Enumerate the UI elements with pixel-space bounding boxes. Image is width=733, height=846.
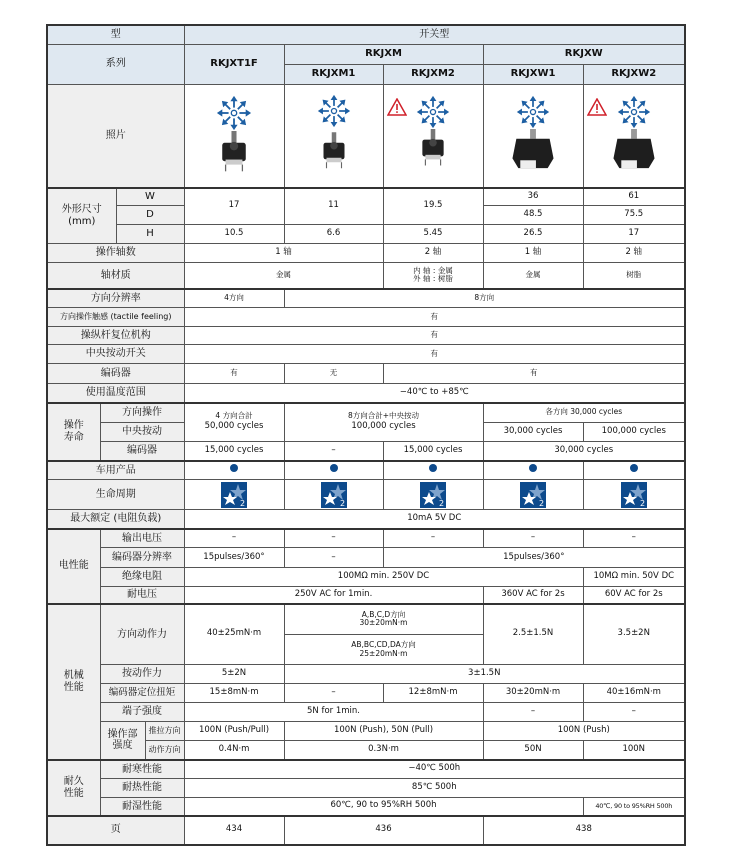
cell-line: 50,000 cycles (204, 421, 264, 432)
direction-arrows-icon (317, 94, 351, 128)
cell: – (284, 684, 383, 703)
photo-rkjxw2 (583, 84, 685, 188)
type-value: 开关型 (184, 25, 685, 44)
cell (184, 403, 284, 442)
cell: 15±8mN·m (184, 684, 284, 703)
cell (383, 263, 483, 289)
cell: 有 (184, 345, 685, 364)
row-label: 编码器 (47, 364, 184, 384)
cell: 100N (583, 741, 685, 760)
cell: 15,000 cycles (184, 442, 284, 461)
warning-icon (387, 98, 407, 116)
spec-table (46, 24, 686, 846)
cell: 树脂 (583, 263, 685, 289)
cell: 40±16mN·m (583, 684, 685, 703)
photo-rkjxm1 (284, 84, 383, 188)
electrical-group-label: 电性能 (47, 529, 100, 604)
row-label: 编码器分辨率 (100, 548, 184, 568)
cell: 0.3N·m (284, 741, 483, 760)
automotive-dot (583, 461, 685, 480)
row-label: 最大额定 (电阻负载) (47, 510, 184, 529)
cell: 40℃, 90 to 95%RH 500h (583, 798, 685, 816)
lifecycle-star-icon (284, 480, 383, 510)
photo-rkjxw1 (483, 84, 583, 188)
cell: 85℃ 500h (184, 779, 685, 798)
series-rkjxm: RKJXM (284, 44, 483, 64)
product-image (319, 128, 349, 174)
cell-line: 外 轴 : 树脂 (413, 274, 453, 284)
operation-strength-label (100, 722, 145, 760)
row-label: 生命周期 (47, 480, 184, 510)
automotive-dot (383, 461, 483, 480)
row-label: 绝缘电阻 (100, 568, 184, 587)
series-label: 系列 (47, 44, 184, 84)
cell (284, 604, 483, 635)
cell: 1 轴 (483, 244, 583, 263)
cell: 5N for 1min. (184, 703, 483, 722)
cell: 0.4N·m (184, 741, 284, 760)
cell: 金属 (184, 263, 383, 289)
cell: – (483, 703, 583, 722)
lifecycle-star-icon (383, 480, 483, 510)
cell: 75.5 (583, 206, 685, 225)
cell-line: 8方向合計+中央按动 (347, 411, 420, 421)
dims-label-text: 外形尺寸 (61, 204, 102, 216)
cell: −40℃ 500h (184, 760, 685, 779)
cell: 有 (184, 308, 685, 327)
cell: 2.5±1.5N (483, 604, 583, 665)
cell: – (383, 529, 483, 548)
mechanical-group-label (47, 604, 100, 760)
row-label: 耐电压 (100, 587, 184, 604)
photo-label: 照片 (47, 84, 184, 188)
series-rkjxt1f: RKJXT1F (184, 44, 284, 84)
cell: 4方向 (184, 289, 284, 308)
label-line: 耐久 (63, 776, 84, 787)
cell: 100,000 cycles (583, 423, 685, 442)
label-line: 操作 (63, 420, 84, 431)
lifecycle-star-icon (483, 480, 583, 510)
label-line: 性能 (63, 787, 84, 799)
automotive-dot (184, 461, 284, 480)
page-label: 页 (47, 816, 184, 845)
cell: 11 (284, 188, 383, 225)
row-label: 中央按动开关 (47, 345, 184, 364)
cell: 30±20mN·m (483, 684, 583, 703)
cell-line: 内 轴 : 金属 (413, 265, 453, 275)
cell: 有 (184, 327, 685, 345)
cell: 17 (184, 188, 284, 225)
automotive-dot (284, 461, 383, 480)
cell: 2 轴 (583, 244, 685, 263)
cell: 3.5±2N (583, 604, 685, 665)
cell: 有 (184, 364, 284, 384)
cell (284, 403, 483, 442)
photo-rkjxt1f (184, 84, 284, 188)
model-rkjxw2: RKJXW2 (583, 64, 685, 84)
cell: 6.6 (284, 225, 383, 244)
cell: 26.5 (483, 225, 583, 244)
dim-w-label: W (116, 188, 184, 206)
row-label: 编码器 (100, 442, 184, 461)
series-rkjxw: RKJXW (483, 44, 685, 64)
cell: 有 (383, 364, 685, 384)
cell: 40±25mN·m (184, 604, 284, 665)
cell: 60V AC for 2s (583, 587, 685, 604)
cell-line: 30±20mN·m (359, 618, 408, 628)
row-label: 耐湿性能 (100, 798, 184, 816)
row-label: 推拉方向 (145, 722, 184, 741)
cell (284, 635, 483, 665)
model-rkjxm1: RKJXM1 (284, 64, 383, 84)
page-ref: 434 (184, 816, 284, 845)
row-label: 方向操作触感 (tactile feeling) (47, 308, 184, 327)
row-label: 按动作力 (100, 665, 184, 684)
model-rkjxm2: RKJXM2 (383, 64, 483, 84)
cell: 100N (Push/Pull) (184, 722, 284, 741)
dim-h-label: H (116, 225, 184, 244)
product-image (607, 129, 661, 173)
cell: 1 轴 (184, 244, 383, 263)
cell: 2 轴 (383, 244, 483, 263)
row-label: 动作方向 (145, 741, 184, 760)
cell-line: 25±20mN·m (359, 648, 408, 658)
label-line: 寿命 (63, 431, 84, 443)
row-label: 输出电压 (100, 529, 184, 548)
cell: 15pulses/360° (184, 548, 284, 568)
cell: 3±1.5N (284, 665, 685, 684)
row-label: 轴材质 (47, 263, 184, 289)
row-label: 使用温度范围 (47, 384, 184, 403)
cell: −40℃ to +85℃ (184, 384, 685, 403)
model-rkjxw1: RKJXW1 (483, 64, 583, 84)
cell: 5.45 (383, 225, 483, 244)
row-label: 编码器定位扭矩 (100, 684, 184, 703)
direction-arrows-icon (516, 95, 550, 129)
cell: – (284, 548, 383, 568)
cell: – (184, 529, 284, 548)
cell: 30,000 cycles (483, 442, 685, 461)
cell-line: A,B,C,D方向 (361, 609, 406, 619)
product-image (217, 131, 251, 173)
product-image (417, 129, 449, 167)
cell: 19.5 (383, 188, 483, 225)
cell: 60℃, 90 to 95%RH 500h (184, 798, 583, 816)
row-label: 方向分辨率 (47, 289, 184, 308)
cell: 15,000 cycles (383, 442, 483, 461)
lifecycle-star-icon (583, 480, 685, 510)
cell: 10MΩ min. 50V DC (583, 568, 685, 587)
photo-rkjxm2 (383, 84, 483, 188)
cell: – (284, 529, 383, 548)
label-line: 操作部 (107, 728, 138, 740)
dim-d-label: D (116, 206, 184, 225)
page-ref: 438 (483, 816, 685, 845)
cell: 250V AC for 1min. (184, 587, 483, 604)
lifecycle-star-icon (184, 480, 284, 510)
cell: 100N (Push), 50N (Pull) (284, 722, 483, 741)
row-label: 耐寒性能 (100, 760, 184, 779)
cell-line: 4 方向合計 (215, 411, 253, 421)
cell: 61 (583, 188, 685, 206)
cell: 15pulses/360° (383, 548, 685, 568)
cell-line: AB,BC,CD,DA方向 (351, 639, 416, 649)
cell-line: 100,000 cycles (351, 421, 416, 432)
page-ref: 436 (284, 816, 483, 845)
direction-arrows-icon (216, 95, 252, 131)
cell: 30,000 cycles (483, 423, 583, 442)
automotive-dot (483, 461, 583, 480)
cell: 100MΩ min. 250V DC (184, 568, 583, 587)
row-label: 操纵杆复位机构 (47, 327, 184, 345)
life-group-label (47, 403, 100, 461)
cell: – (583, 529, 685, 548)
cell: 17 (583, 225, 685, 244)
row-label: 车用产品 (47, 461, 184, 480)
cell: – (483, 529, 583, 548)
row-label: 方向动作力 (100, 604, 184, 665)
cell: 36 (483, 188, 583, 206)
row-label: 操作轴数 (47, 244, 184, 263)
label-line: 机械 (63, 670, 84, 681)
row-label: 端子强度 (100, 703, 184, 722)
cell: 48.5 (483, 206, 583, 225)
cell: 无 (284, 364, 383, 384)
row-label: 耐热性能 (100, 779, 184, 798)
cell: 金属 (483, 263, 583, 289)
cell: – (583, 703, 685, 722)
cell: – (284, 442, 383, 461)
cell: 各方向 30,000 cycles (483, 403, 685, 423)
type-label: 型 (47, 25, 184, 44)
direction-arrows-icon (416, 95, 450, 129)
cell: 100N (Push) (483, 722, 685, 741)
product-image (508, 129, 558, 173)
direction-arrows-icon (617, 95, 651, 129)
durability-group-label (47, 760, 100, 816)
cell: 12±8mN·m (383, 684, 483, 703)
row-label: 中央按动 (100, 423, 184, 442)
cell: 10.5 (184, 225, 284, 244)
cell: 5±2N (184, 665, 284, 684)
cell: 8方向 (284, 289, 685, 308)
dims-label (47, 188, 116, 244)
cell: 50N (483, 741, 583, 760)
dims-unit: (mm) (68, 215, 96, 227)
row-label: 方向操作 (100, 403, 184, 423)
cell: 10mA 5V DC (184, 510, 685, 529)
cell: 360V AC for 2s (483, 587, 583, 604)
warning-icon (587, 98, 607, 116)
label-line: 性能 (63, 681, 84, 693)
label-line: 强度 (112, 740, 133, 752)
